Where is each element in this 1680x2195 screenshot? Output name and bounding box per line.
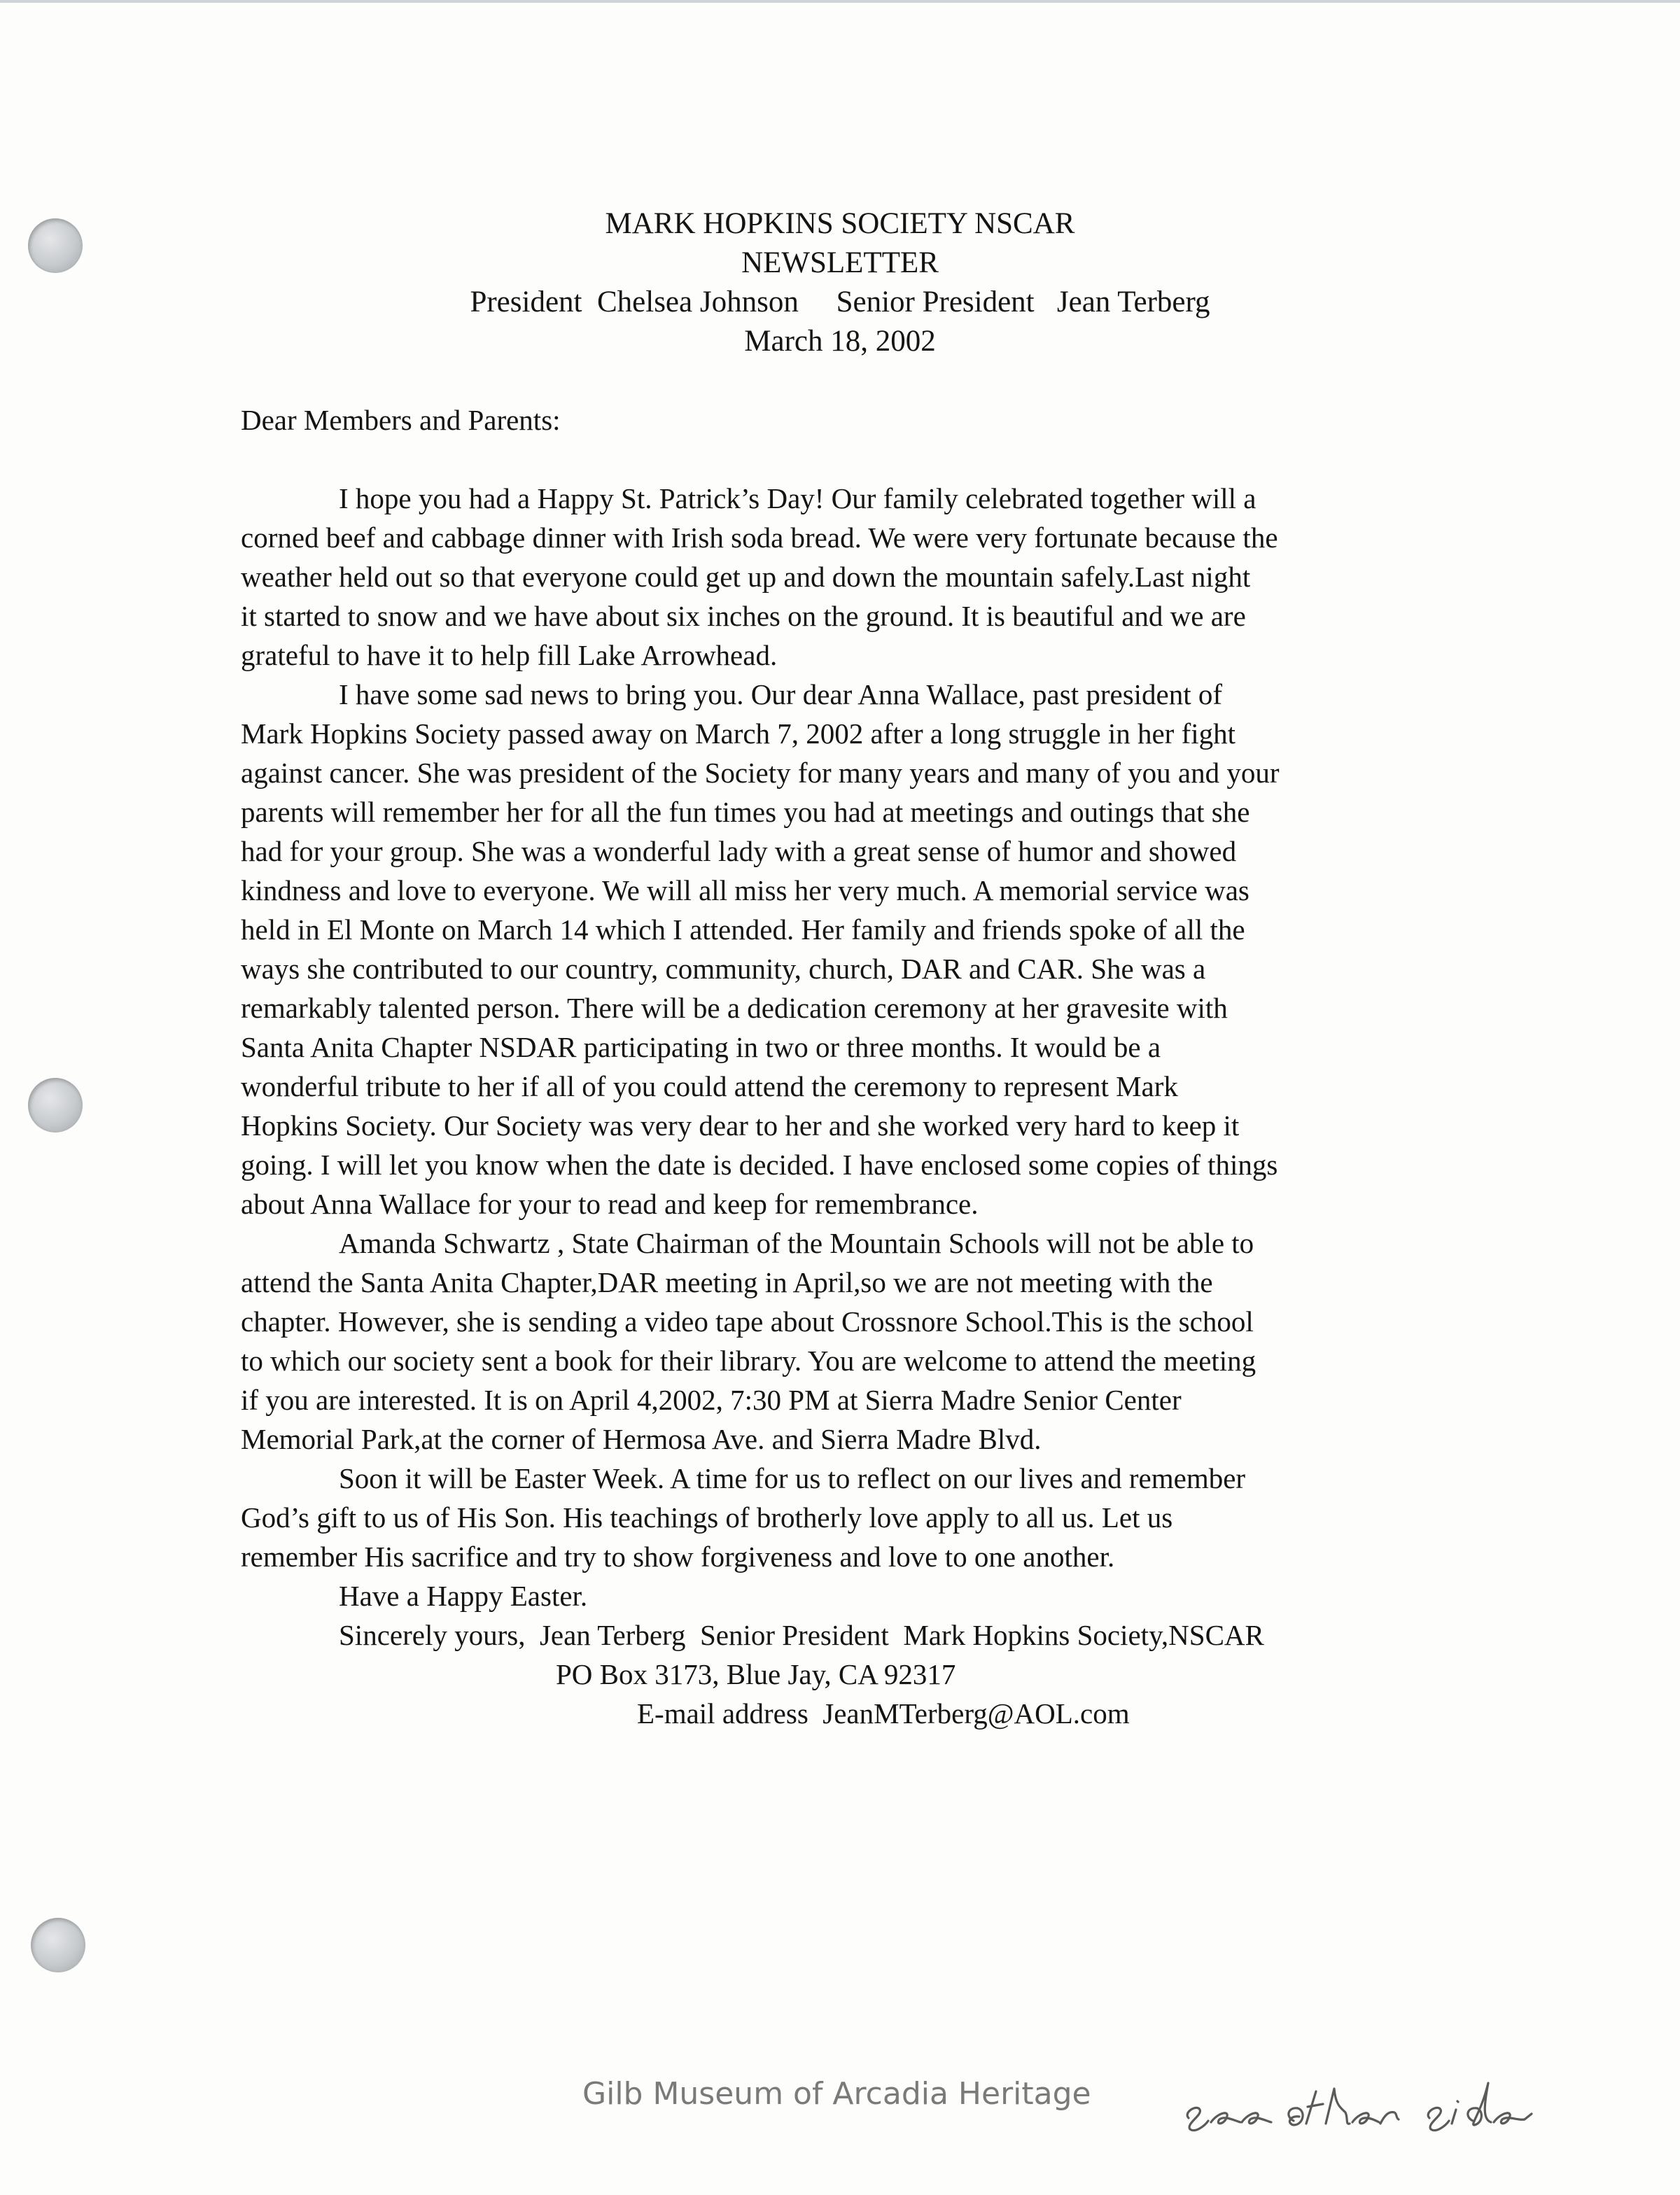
body-line: ways she contributed to our country, community, church, DAR and CAR. She was a — [241, 953, 1206, 985]
officers-line: President Chelsea Johnson Senior President Jean Terberg — [470, 286, 1210, 318]
body-line: Soon it will be Easter Week. A time for us to reflect on our lives and remember — [339, 1462, 1246, 1494]
newsletter-date: March 18, 2002 — [744, 325, 936, 358]
body-line: against cancer. She was president of the Society for many years and many of you and your — [241, 757, 1280, 789]
body-line: Mark Hopkins Society passed away on March 7, 2002 after a long struggle in her fight — [241, 717, 1236, 750]
page-top-edge — [0, 0, 1680, 3]
mailing-address: PO Box 3173, Blue Jay, CA 92317 — [556, 1658, 956, 1690]
body-line: Santa Anita Chapter NSDAR participating in two or three months. It would be a — [241, 1031, 1161, 1063]
body-line: I hope you had a Happy St. Patrick’s Day! Our family celebrated together will a — [339, 482, 1256, 514]
body-line: Memorial Park,at the corner of Hermosa Ave. and Sierra Madre Blvd. — [241, 1423, 1042, 1455]
body-line: corned beef and cabbage dinner with Irish soda bread. We were very fortunate because the — [241, 521, 1278, 554]
paragraph-gap — [241, 440, 1445, 479]
body-line: Hopkins Society. Our Society was very dear to her and she worked very hard to keep it — [241, 1109, 1240, 1142]
body-line: if you are interested. It is on April 4,2002, 7:30 PM at Sierra Madre Senior Center — [241, 1384, 1182, 1416]
signature-line: Sincerely yours, Jean Terberg Senior President Mark Hopkins Society,NSCAR — [339, 1619, 1264, 1651]
body-line: going. I will let you know when the date is decided. I have enclosed some copies of things — [241, 1149, 1278, 1181]
letter-body — [241, 400, 1445, 1733]
body-line: wonderful tribute to her if all of you could attend the ceremony to represent Mark — [241, 1070, 1178, 1102]
newsletter-subtitle: NEWSLETTER — [741, 246, 939, 279]
newsletter-title: MARK HOPKINS SOCIETY NSCAR — [605, 207, 1075, 240]
body-line: I have some sad news to bring you. Our dear Anna Wallace, past president of — [339, 678, 1223, 710]
body-line: to which our society sent a book for their library. You are welcome to attend the meeting — [241, 1345, 1256, 1377]
punch-hole-middle — [28, 1078, 83, 1132]
body-line: grateful to have it to help fill Lake Arrowhead. — [241, 639, 778, 671]
closing-wish: Have a Happy Easter. — [339, 1580, 588, 1612]
handwritten-note-see-other-side — [1176, 2063, 1540, 2140]
body-line: remarkably talented person. There will be a dedication ceremony at her gravesite with — [241, 992, 1228, 1024]
body-line: chapter. However, she is sending a video tape about Crossnore School.This is the school — [241, 1305, 1254, 1338]
body-line: kindness and love to everyone. We will all miss her very much. A memorial service was — [241, 874, 1250, 906]
body-line: weather held out so that everyone could get up and down the mountain safely.Last night — [241, 561, 1251, 593]
body-line: held in El Monte on March 14 which I attended. Her family and friends spoke of all the — [241, 913, 1245, 946]
body-line: it started to snow and we have about six inches on the ground. It is beautiful and we are — [241, 600, 1246, 632]
body-line: parents will remember her for all the fun times you had at meetings and outings that she — [241, 796, 1250, 828]
body-line: Amanda Schwartz , State Chairman of the Mountain Schools will not be able to — [339, 1227, 1254, 1259]
email-address: E-mail address JeanMTerberg@AOL.com — [637, 1697, 1130, 1730]
body-line: about Anna Wallace for your to read and keep for remembrance. — [241, 1188, 979, 1220]
punch-hole-bottom — [31, 1918, 85, 1972]
body-line: had for your group. She was a wonderful lady with a great sense of humor and showed — [241, 835, 1237, 867]
body-line: attend the Santa Anita Chapter,DAR meeting in April,so we are not meeting with the — [241, 1266, 1213, 1298]
salutation: Dear Members and Parents: — [241, 404, 561, 436]
body-line: remember His sacrifice and try to show forgiveness and love to one another. — [241, 1541, 1115, 1573]
body-line: God’s gift to us of His Son. His teachings of brotherly love apply to all us. Let us — [241, 1501, 1173, 1534]
archive-credit: Gilb Museum of Arcadia Heritage — [582, 2076, 1091, 2112]
